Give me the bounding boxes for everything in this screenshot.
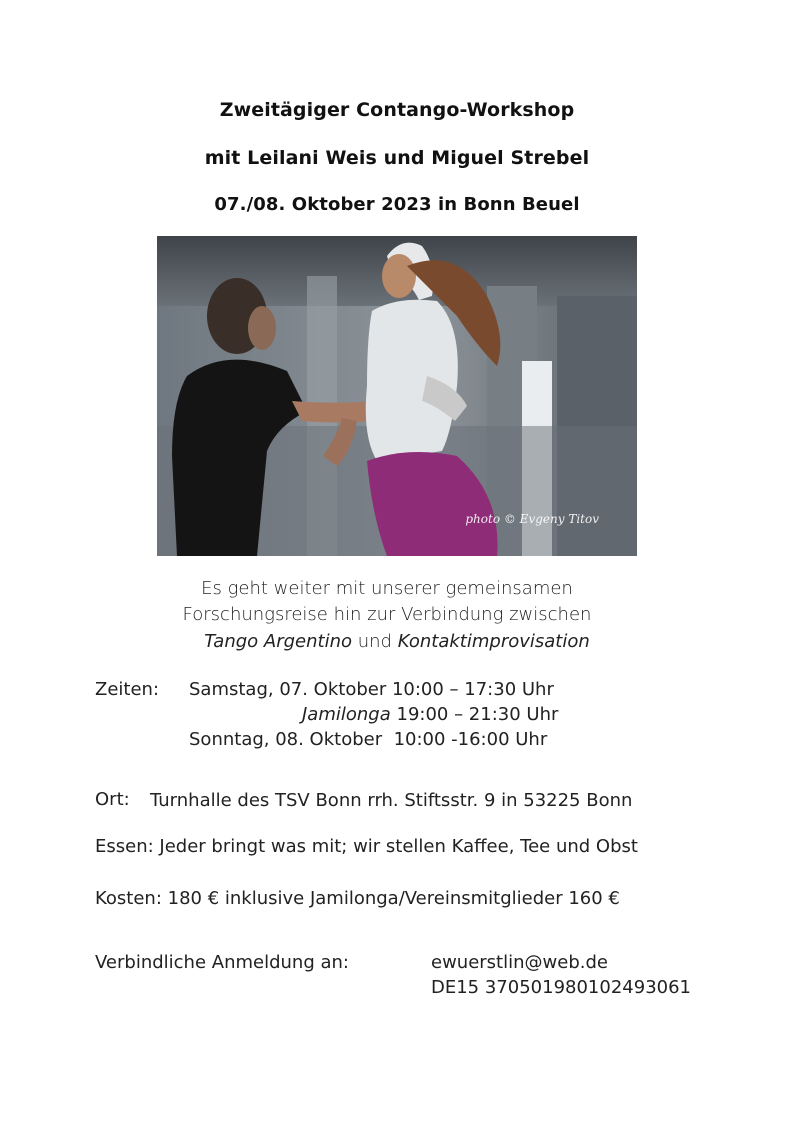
photo-credit: photo © Evgeny Titov — [465, 512, 599, 526]
jamilonga-time: 19:00 – 21:30 Uhr — [390, 704, 559, 725]
date-location: 07./08. Oktober 2023 in Bonn Beuel — [214, 194, 580, 215]
jamilonga-text: Jamilonga — [302, 704, 391, 725]
contact-email[interactable]: ewuerstlin@web.de — [431, 952, 608, 973]
zeiten-saturday: Samstag, 07. Oktober 10:00 – 17:30 Uhr — [189, 679, 554, 700]
dance-photo — [157, 236, 637, 556]
tango-argentino-text: Tango Argentino — [204, 631, 353, 652]
zeiten-sunday: Sonntag, 08. Oktober 10:00 -16:00 Uhr — [189, 729, 548, 750]
title-line-2: mit Leilani Weis und Miguel Strebel — [204, 147, 590, 169]
kosten-info: Kosten: 180 € inklusive Jamilonga/Vereinsmitglieder 160 € — [95, 888, 620, 909]
intro-line-3 — [0, 631, 794, 652]
zeiten-jamilonga — [302, 704, 558, 725]
intro-line-1: Es geht weiter mit unserer gemeinsamen — [201, 578, 573, 599]
ort-label: Ort: — [95, 789, 130, 810]
title-line-1: Zweitägiger Contango-Workshop — [219, 99, 575, 121]
zeiten-label: Zeiten: — [95, 679, 160, 700]
ort-value: Turnhalle des TSV Bonn rrh. Stiftsstr. 9 in 53225 Bonn — [150, 790, 633, 811]
essen-info: Essen: Jeder bringt was mit; wir stellen Kaffee, Tee und Obst — [95, 836, 638, 857]
anmeldung-label: Verbindliche Anmeldung an: — [95, 952, 349, 973]
intro-line-3-mid: und — [352, 631, 398, 652]
intro-line-2: Forschungsreise hin zur Verbindung zwischen — [182, 604, 592, 625]
kontaktimprovisation-text: Kontaktimprovisation — [397, 631, 590, 652]
iban: DE15 370501980102493061 — [431, 977, 691, 998]
